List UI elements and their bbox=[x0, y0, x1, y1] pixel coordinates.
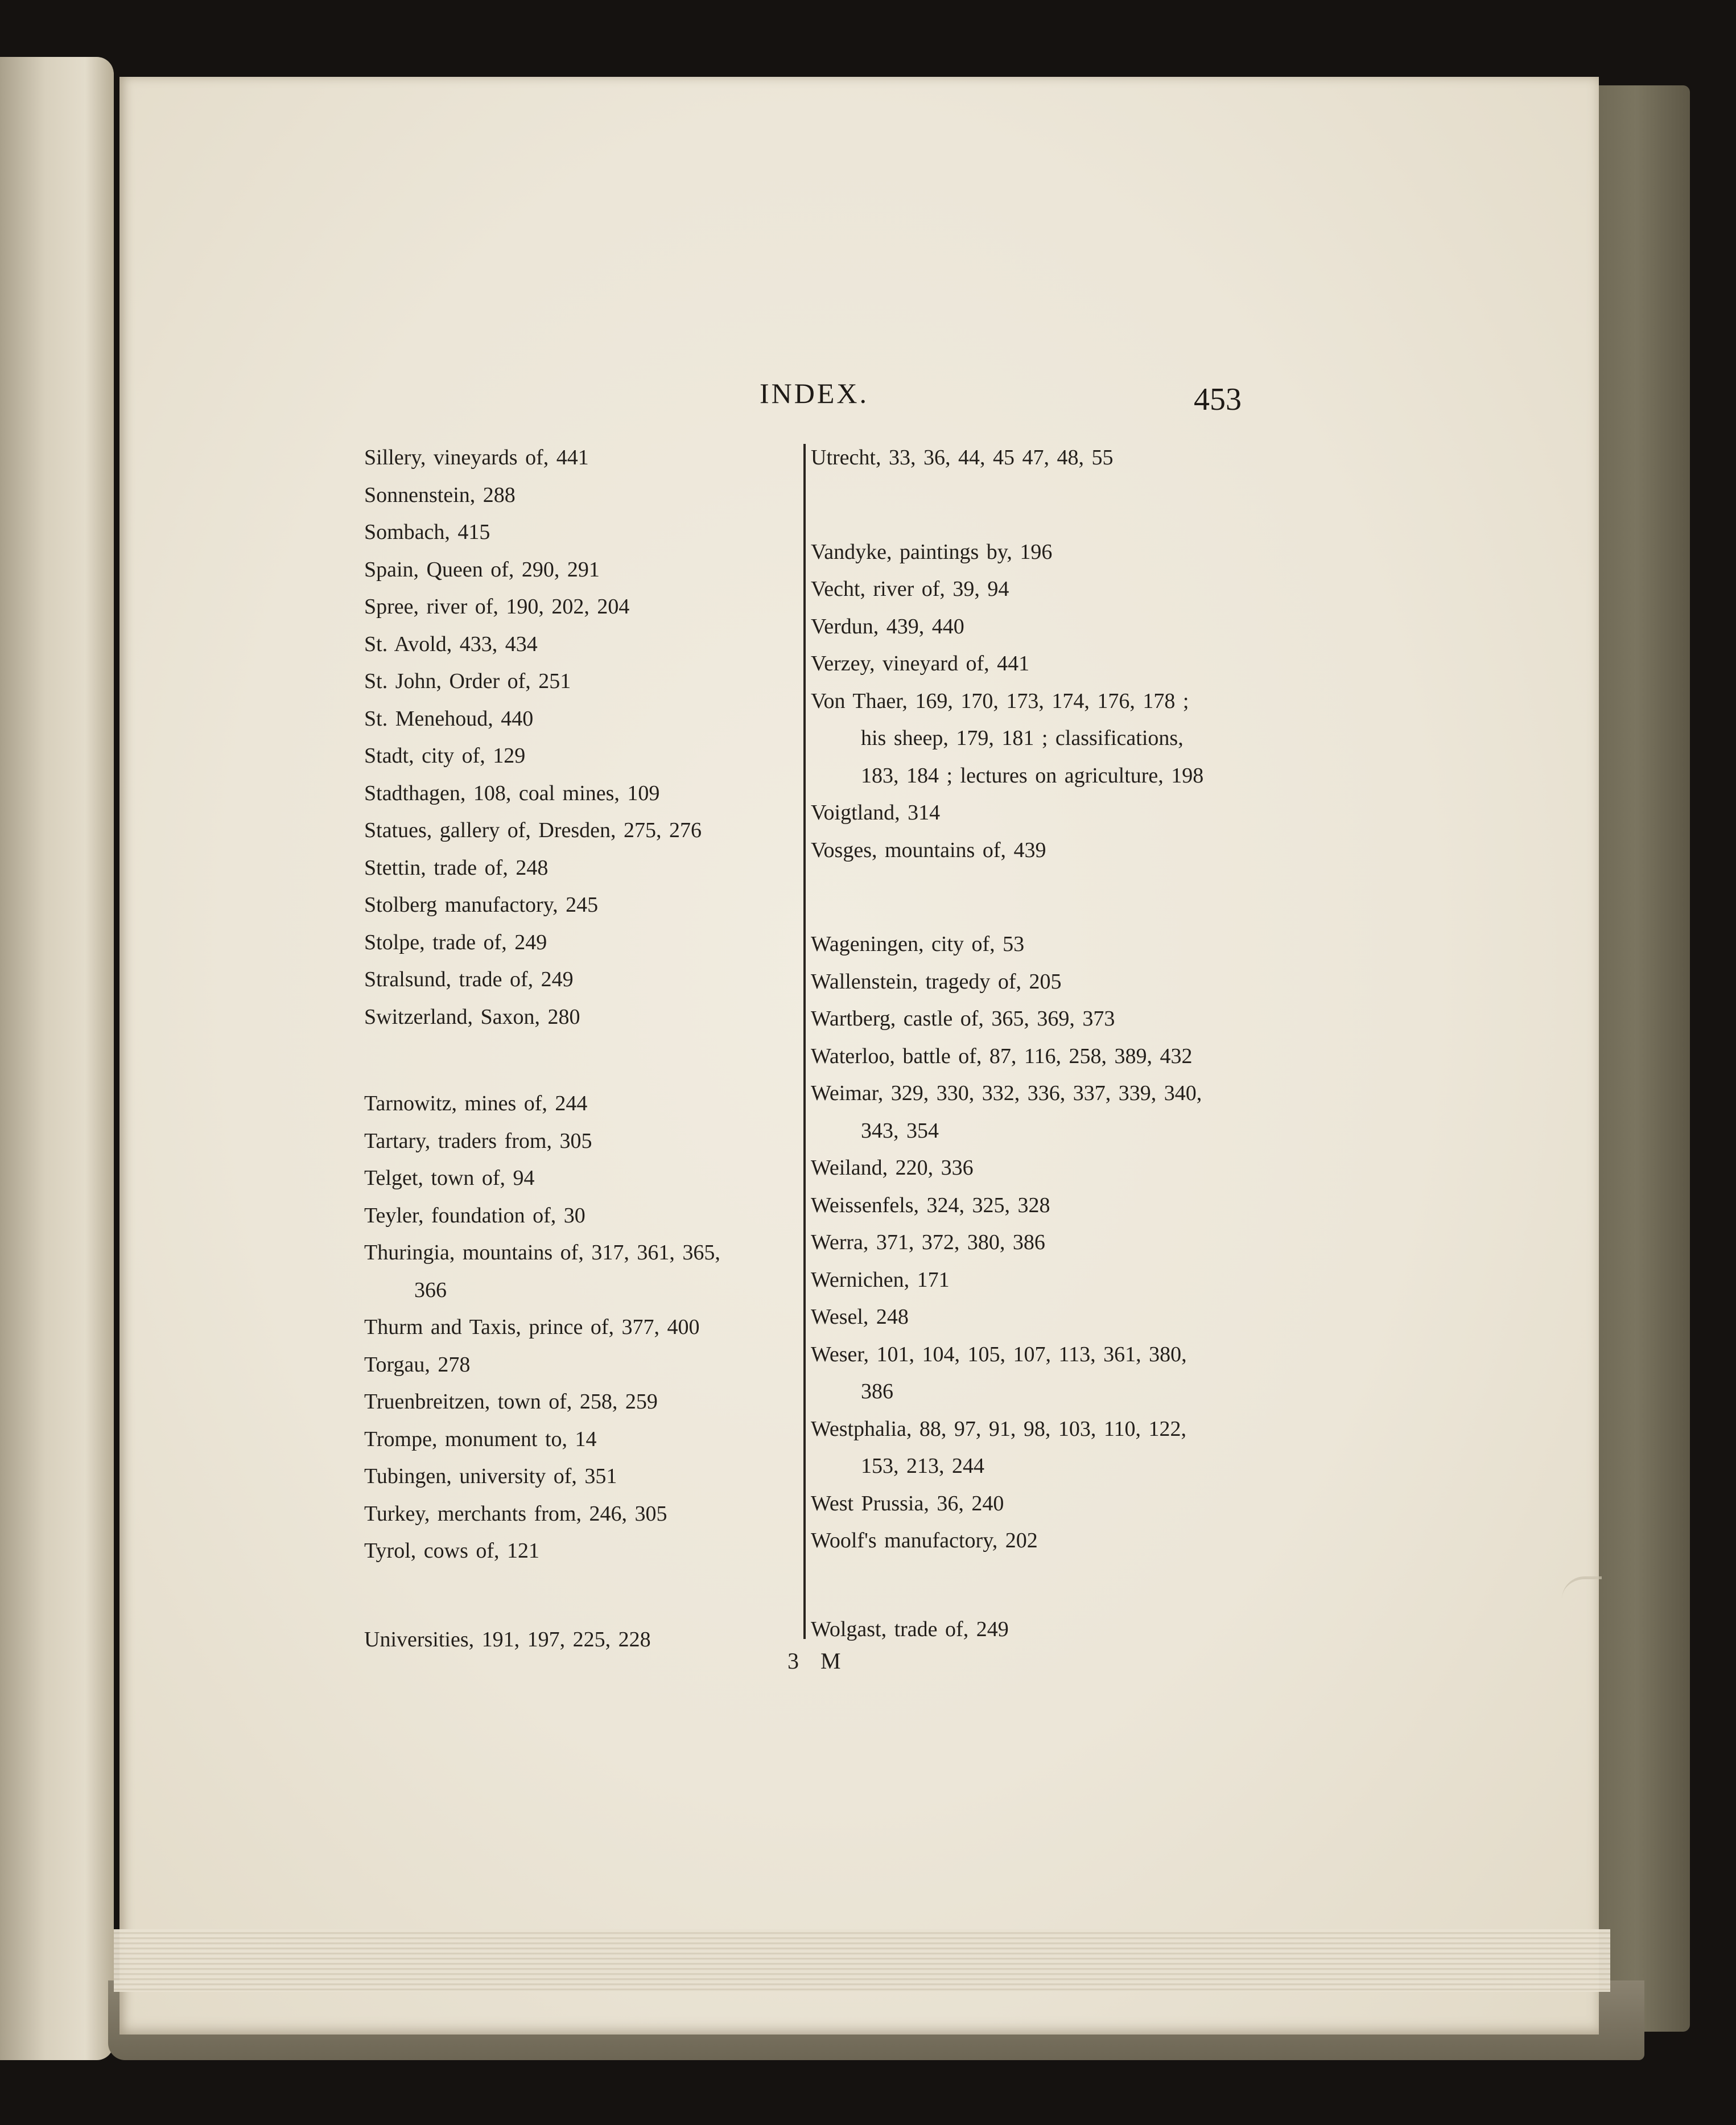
index-entry: St. John, Order of, 251 bbox=[364, 669, 571, 693]
index-entry: Waterloo, battle of, 87, 116, 258, 389, 432 bbox=[811, 1044, 1193, 1068]
index-entry: Westphalia, 88, 97, 91, 98, 103, 110, 122, bbox=[811, 1416, 1186, 1441]
index-gap bbox=[364, 1036, 802, 1085]
index-entry-continuation: 153, 213, 244 bbox=[861, 1454, 984, 1478]
index-entry: St. Menehoud, 440 bbox=[364, 706, 534, 731]
index-entry: Stolpe, trade of, 249 bbox=[364, 930, 547, 954]
index-entry: Teyler, foundation of, 30 bbox=[364, 1203, 585, 1228]
index-entry: Wernichen, 171 bbox=[811, 1267, 950, 1292]
index-entry: Telget, town of, 94 bbox=[364, 1166, 535, 1190]
header-title: INDEX. bbox=[760, 377, 869, 409]
index-entry: Tubingen, university of, 351 bbox=[364, 1464, 617, 1488]
index-entry: Wartberg, castle of, 365, 369, 373 bbox=[811, 1007, 1115, 1031]
index-entry: Stadthagen, 108, coal mines, 109 bbox=[364, 781, 660, 805]
index-entry: Woolf's manufactory, 202 bbox=[811, 1529, 1038, 1552]
index-entry: Weimar, 329, 330, 332, 336, 337, 339, 340, bbox=[811, 1081, 1202, 1105]
index-entry: Verdun, 439, 440 bbox=[811, 614, 964, 639]
index-entry: Stolberg manufactory, 245 bbox=[364, 893, 599, 917]
index-entry-continuation: 183, 184 ; lectures on agriculture, 198 bbox=[861, 763, 1204, 788]
index-entry: Stettin, trade of, 248 bbox=[364, 855, 549, 880]
index-entry: Turkey, merchants from, 246, 305 bbox=[364, 1501, 667, 1526]
index-entry-continuation: 343, 354 bbox=[861, 1118, 939, 1143]
index-entry: Tyrol, cows of, 121 bbox=[364, 1539, 540, 1563]
index-entry: Thuringia, mountains of, 317, 361, 365, bbox=[364, 1241, 720, 1265]
index-entry: Torgau, 278 bbox=[364, 1352, 471, 1377]
printer-signature-mark: 3 M bbox=[787, 1648, 849, 1674]
index-entry: Universities, 191, 197, 225, 228 bbox=[364, 1627, 651, 1652]
index-entry: Tarnowitz, mines of, 244 bbox=[364, 1092, 588, 1115]
page-stack-edges bbox=[114, 1929, 1610, 1992]
index-gap bbox=[364, 1570, 802, 1621]
index-entry: Vosges, mountains of, 439 bbox=[811, 838, 1046, 862]
index-entry: Weiland, 220, 336 bbox=[811, 1156, 974, 1180]
index-entry: Switzerland, Saxon, 280 bbox=[364, 1004, 580, 1029]
index-entry: Weissenfels, 324, 325, 328 bbox=[811, 1193, 1050, 1217]
index-entry: West Prussia, 36, 240 bbox=[811, 1491, 1004, 1515]
index-gap bbox=[811, 477, 1255, 534]
index-entry: Weser, 101, 104, 105, 107, 113, 361, 380, bbox=[811, 1342, 1187, 1366]
running-header bbox=[0, 364, 1736, 427]
index-entry: Thurm and Taxis, prince of, 377, 400 bbox=[364, 1315, 700, 1339]
index-entry: Vecht, river of, 39, 94 bbox=[811, 577, 1009, 601]
index-entry: Sonnenstein, 288 bbox=[364, 483, 516, 507]
index-entry: Stadt, city of, 129 bbox=[364, 744, 526, 768]
index-entry: Voigtland, 314 bbox=[811, 801, 941, 825]
index-entry: Sillery, vineyards of, 441 bbox=[364, 446, 589, 470]
index-entry: Sombach, 415 bbox=[364, 520, 490, 544]
index-column-right bbox=[811, 439, 1255, 1648]
index-entry: Trompe, monument to, 14 bbox=[364, 1427, 597, 1451]
index-gap bbox=[811, 869, 1255, 926]
index-entry: Werra, 371, 372, 380, 386 bbox=[811, 1230, 1045, 1254]
index-entry: Wallenstein, tragedy of, 205 bbox=[811, 969, 1062, 994]
index-column-left bbox=[364, 439, 802, 1658]
index-entry: Tartary, traders from, 305 bbox=[364, 1129, 592, 1153]
index-entry: Spree, river of, 190, 202, 204 bbox=[364, 595, 630, 619]
index-entry: Spain, Queen of, 290, 291 bbox=[364, 557, 600, 582]
column-divider bbox=[803, 444, 806, 1639]
index-gap bbox=[811, 1560, 1255, 1611]
index-entry: Wageningen, city of, 53 bbox=[811, 932, 1025, 956]
index-entry-continuation: 366 bbox=[414, 1278, 447, 1302]
index-entry: Utrecht, 33, 36, 44, 45 47, 48, 55 bbox=[811, 446, 1114, 470]
index-entry: Vandyke, paintings by, 196 bbox=[811, 540, 1053, 564]
index-entry: Wolgast, trade of, 249 bbox=[811, 1617, 1009, 1641]
index-entry: Stralsund, trade of, 249 bbox=[364, 967, 574, 991]
index-entry: Statues, gallery of, Dresden, 275, 276 bbox=[364, 818, 702, 842]
facing-page-edge bbox=[0, 57, 114, 2060]
index-entry: Truenbreitzen, town of, 258, 259 bbox=[364, 1390, 658, 1414]
index-entry: Von Thaer, 169, 170, 173, 174, 176, 178 ; bbox=[811, 689, 1189, 713]
index-entry: St. Avold, 433, 434 bbox=[364, 632, 538, 656]
index-entry-continuation: his sheep, 179, 181 ; classifications, bbox=[861, 726, 1184, 750]
index-entry-continuation: 386 bbox=[861, 1379, 893, 1403]
index-entry: Verzey, vineyard of, 441 bbox=[811, 652, 1030, 676]
index-entry: Wesel, 248 bbox=[811, 1305, 909, 1329]
page-number: 453 bbox=[1194, 382, 1242, 417]
